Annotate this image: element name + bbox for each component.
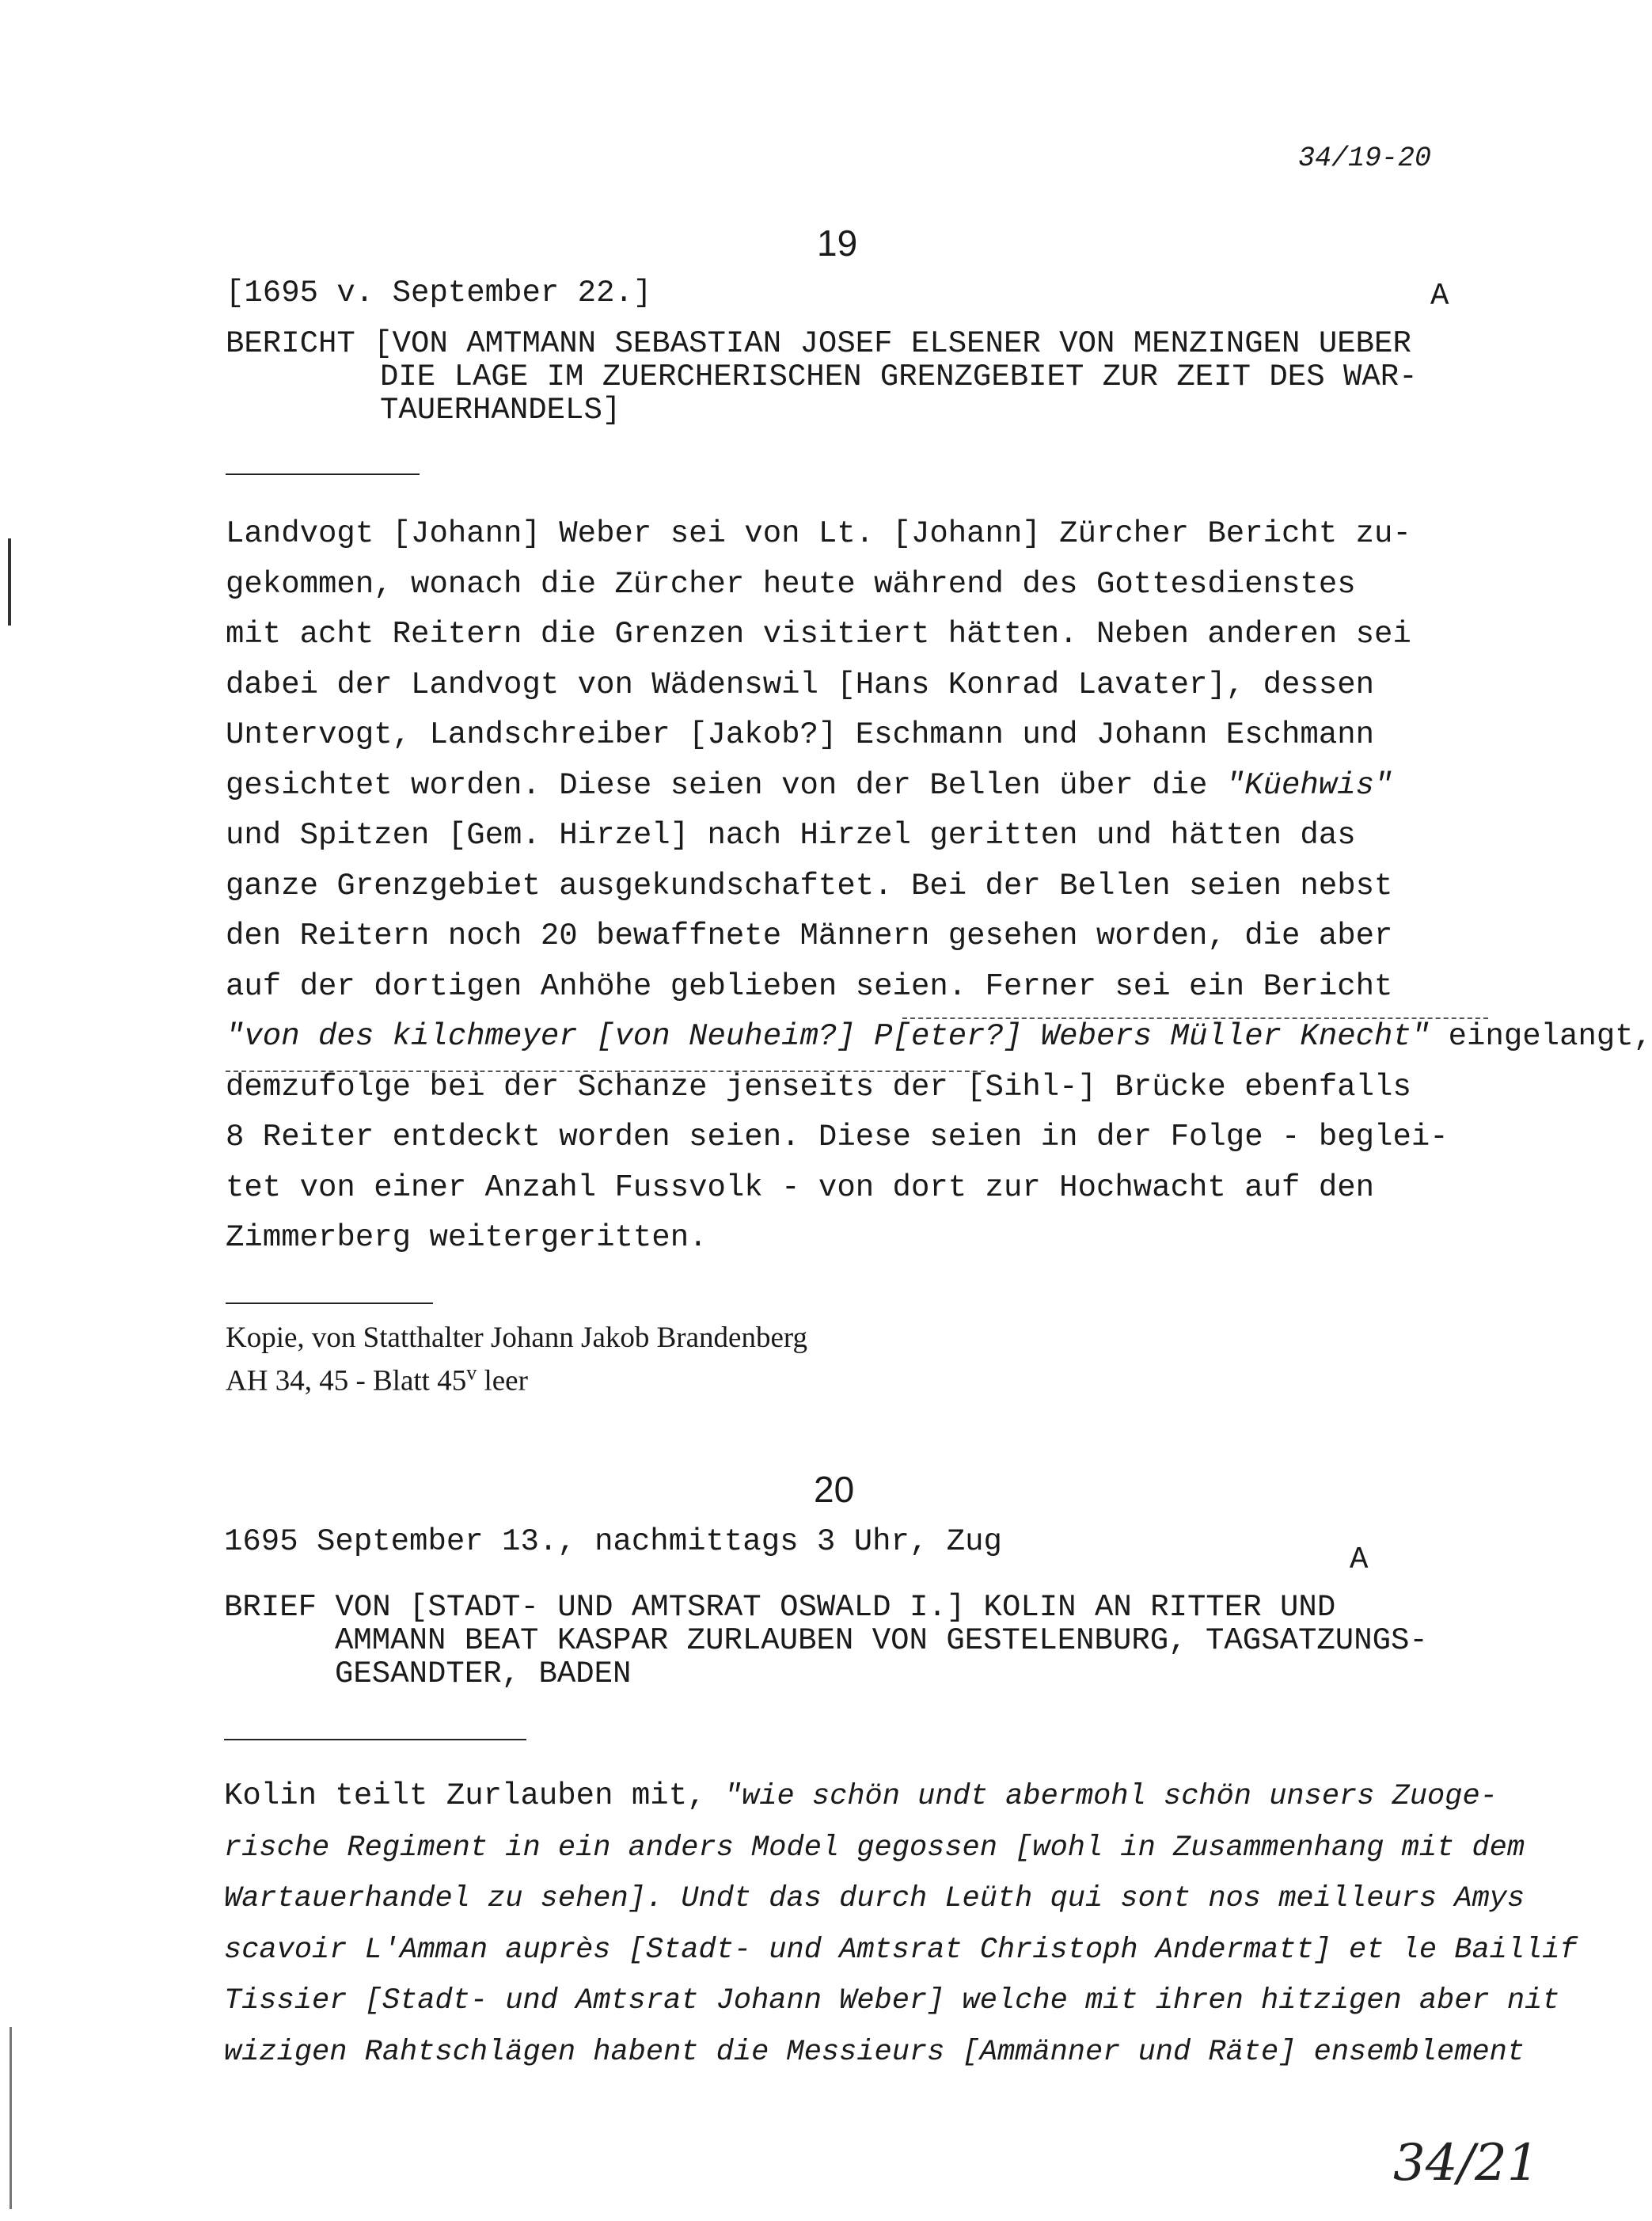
heading-line: BERICHT [VON AMTMANN SEBASTIAN JOSEF ELSENER VON MENZINGEN UEBER [226,326,1411,361]
body-line-text: Kolin teilt Zurlauben mit, [224,1778,724,1813]
body-line: scavoir L'Amman auprès [Stadt- und Amtsrat Christoph Andermatt] et le Baillif [224,1933,1578,1967]
pencil-underline [902,1017,1488,1019]
body-line: Zimmerberg weitergeritten. [226,1220,708,1255]
heading-line: DIE LAGE IM ZUERCHERISCHEN GRENZGEBIET ZUR ZEIT DES WAR- [380,359,1418,394]
body-line: auf der dortigen Anhöhe geblieben seien. Ferner sei ein Bericht [226,968,1393,1004]
body-line [226,761,1652,812]
body-line [226,1012,1652,1063]
document-number: 19 [817,222,858,264]
document-date: 1695 September 13., nachmittags 3 Uhr, Zug [224,1524,1002,1559]
document-heading [226,326,1418,426]
document-date: [1695 v. September 22.] [226,276,652,310]
page-reference: 34/19-20 [1298,143,1432,174]
body-line: Landvogt [Johann] Weber sei von Lt. [Johann] Zürcher Bericht zu- [226,516,1411,551]
body-line [224,1770,1578,1823]
document-body [224,1770,1578,2078]
source-note [226,1321,807,1398]
body-line: den Reitern noch 20 bewaffnete Männern gesehen worden, die aber [226,918,1393,953]
heading-line: BRIEF VON [STADT- UND AMTSRAT OSWALD I.] KOLIN AN RITTER UND [224,1590,1336,1625]
body-line: wizigen Rahtschlägen habent die Messieurs [Ammänner und Räte] ensemblement [224,2035,1525,2069]
body-line: Wartauerhandel zu sehen]. Undt das durch Leüth qui sont nos meilleurs Amys [224,1882,1525,1915]
body-line: dabei der Landvogt von Wädenswil [Hans Konrad Lavater], dessen [226,667,1375,702]
quoted-letter: "wie schön undt abermohl schön unsers Zuoge- [723,1780,1498,1813]
body-line: mit acht Reitern die Grenzen visitiert hätten. Neben anderen sei [226,617,1411,652]
section-divider [224,1739,526,1740]
source-line: AH 34, 45 - Blatt 45$^v$ leer [226,1361,528,1398]
verso-mark: v [466,1361,477,1384]
document-number: 20 [814,1469,855,1510]
heading-line: AMMANN BEAT KASPAR ZURLAUBEN VON GESTELENBURG, TAGSATZUNGS- [335,1623,1428,1658]
document-marker: A [1350,1542,1369,1577]
body-line: gekommen, wonach die Zürcher heute während des Gottesdienstes [226,566,1356,602]
scan-edge-mark [8,538,11,626]
pencil-underline [226,1071,986,1072]
source-line: Kopie, von Statthalter Johann Jakob Brandenberg [226,1322,808,1354]
document-marker: A [1430,279,1449,314]
body-line-text: gesichtet worden. Diese seien von der Bellen über die [226,767,1208,803]
section-divider [226,1303,433,1304]
scan-edge-mark [9,2027,12,2209]
body-line: rische Regiment in ein anders Model gegossen [wohl in Zusammenhang mit dem [224,1831,1525,1865]
body-line-text: eingelangt, [1430,1019,1652,1054]
document-body [226,509,1652,1264]
body-line: demzufolge bei der Schanze jenseits der [Sihl-] Brücke ebenfalls [226,1069,1411,1105]
quoted-place-name: "Küehwis" [1225,767,1393,803]
heading-line: TAUERHANDELS] [380,393,621,428]
body-line: tet von einer Anzahl Fussvolk - von dort zur Hochwacht auf den [226,1169,1375,1205]
body-line: ganze Grenzgebiet ausgekundschaftet. Bei der Bellen seien nebst [226,868,1393,903]
document-heading [224,1590,1428,1690]
body-line: Untervogt, Landschreiber [Jakob?] Eschmann und Johann Eschmann [226,717,1375,752]
body-line: Tissier [Stadt- und Amtsrat Johann Weber] welche mit ihren hitzigen aber nit [224,1984,1560,2018]
quoted-source: "von des kilchmeyer [von Neuheim?] P[eter?] Webers Müller Knecht" [226,1019,1430,1054]
section-divider [226,473,420,475]
body-line: und Spitzen [Gem. Hirzel] nach Hirzel geritten und hätten das [226,818,1356,853]
body-line: 8 Reiter entdeckt worden seien. Diese seien in der Folge - beglei- [226,1120,1449,1154]
handwritten-folio-number: 34/21 [1393,2134,1540,2192]
heading-line: GESANDTER, BADEN [335,1656,632,1691]
